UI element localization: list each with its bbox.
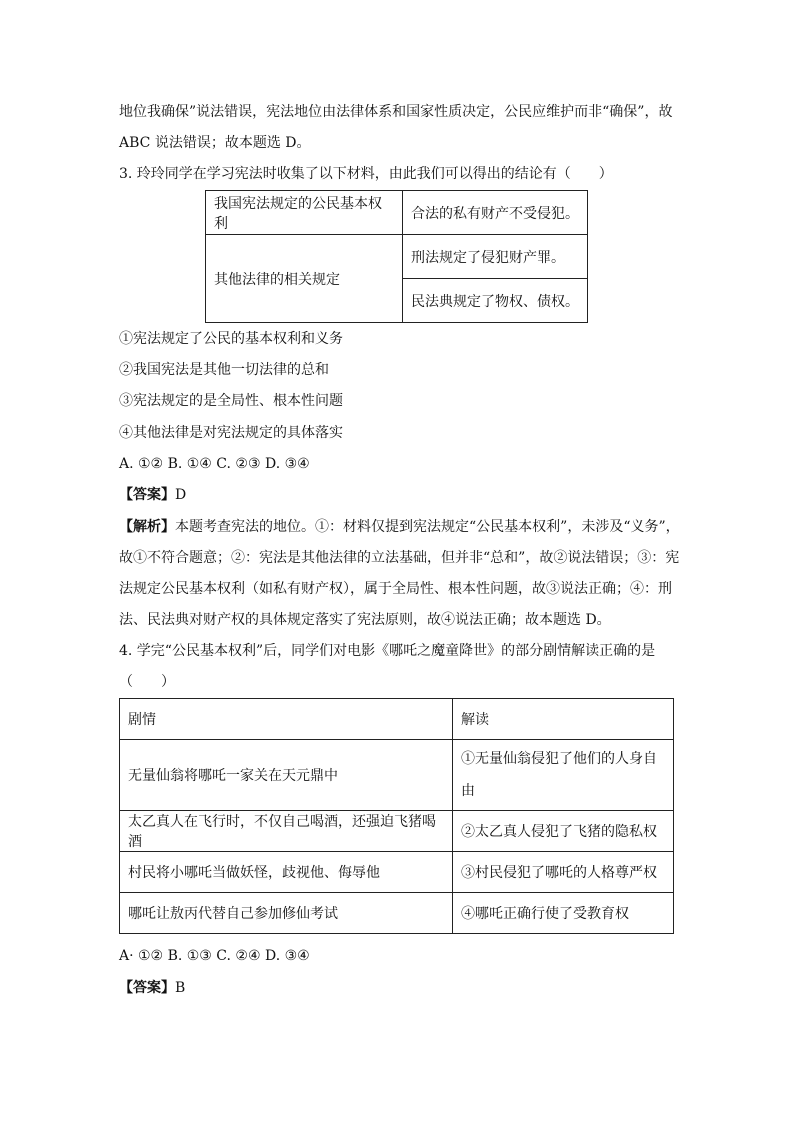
q4-answer [119,978,185,998]
q3-table-cell: 合法的私有财产不受侵犯。 [403,191,588,235]
answer-value: D [175,487,187,503]
q3-table-cell: 其他法律的相关规定 [206,235,403,323]
q3-option: ③宪法规定的是全局性、根本性问题 [119,393,343,409]
q3-table-cell: 民法典规定了物权、债权。 [403,279,588,323]
table-row [120,811,674,852]
q4-table-header: 解读 [453,699,674,740]
q4-table-header: 剧情 [120,699,453,740]
q3-analysis-line: 故①不符合题意；②：宪法是其他法律的立法基础，但并非“总和”，故②说法错误；③：宪 [119,550,680,566]
q4-stem-paren: （ ） [119,674,175,690]
answer-tag: 【答案】 [119,980,175,996]
q3-table-cell: 刑法规定了侵犯财产罪。 [403,235,588,279]
q4-plot-cell: 无量仙翁将哪吒一家关在天元鼎中 [120,740,453,811]
q4-plot-cell: 太乙真人在飞行时，不仅自己喝酒，还强迫飞猪喝酒 [120,811,453,852]
q3-choices: A. ①② B. ①④ C. ②③ D. ③④ [119,456,310,472]
q4-choices: A· ①② B. ①③ C. ②④ D. ③④ [119,948,310,964]
q3-table-cell: 我国宪法规定的公民基本权利 [206,191,403,235]
q4-plot-cell: 哪吒让敖丙代替自己参加修仙考试 [120,893,453,934]
answer-value: B [175,980,186,996]
q3-answer [119,485,186,505]
q4-reading-cell: ②太乙真人侵犯了飞猪的隐私权 [453,811,674,852]
q3-table [205,190,588,323]
intro-line-1: 地位我确保”说法错误，宪法地位由法律体系和国家性质决定，公民应维护而非“确保”，故 [119,104,673,120]
q3-analysis-line: 法规定公民基本权利（如私有财产权），属于全局性、根本性问题，故③说法正确；④：刑 [119,581,672,597]
q3-option: ②我国宪法是其他一切法律的总和 [119,362,329,378]
q4-reading-cell: ④哪吒正确行使了受教育权 [453,893,674,934]
q4-reading-cell: ③村民侵犯了哪吒的人格尊严权 [453,852,674,893]
table-row [120,740,674,811]
table-row [120,852,674,893]
q4-plot-cell: 村民将小哪吒当做妖怪，歧视他、侮辱他 [120,852,453,893]
q3-option: ①宪法规定了公民的基本权利和义务 [119,331,343,347]
table-row [120,893,674,934]
answer-tag: 【答案】 [119,487,175,503]
q4-stem: 4. 学完“公民基本权利”后，同学们对电影《哪吒之魔童降世》的部分剧情解读正确的是 [119,643,656,659]
q4-table [119,698,674,934]
q3-option: ④其他法律是对宪法规定的具体落实 [119,425,343,441]
q3-analysis-line [119,517,680,537]
intro-line-2: ABC 说法错误；故本题选 D。 [119,135,311,151]
q3-stem: 3. 玲玲同学在学习宪法时收集了以下材料，由此我们可以得出的结论有（ ） [119,166,613,182]
analysis-tag: 【解析】 [119,519,175,535]
analysis-text: 本题考查宪法的地位。①：材料仅提到宪法规定“公民基本权利”，未涉及“义务”， [175,519,680,535]
q4-reading-cell: ①无量仙翁侵犯了他们的人身自由 [453,740,674,811]
q3-analysis-line: 法、民法典对财产权的具体规定落实了宪法原则，故④说法正确；故本题选 D。 [119,612,611,628]
